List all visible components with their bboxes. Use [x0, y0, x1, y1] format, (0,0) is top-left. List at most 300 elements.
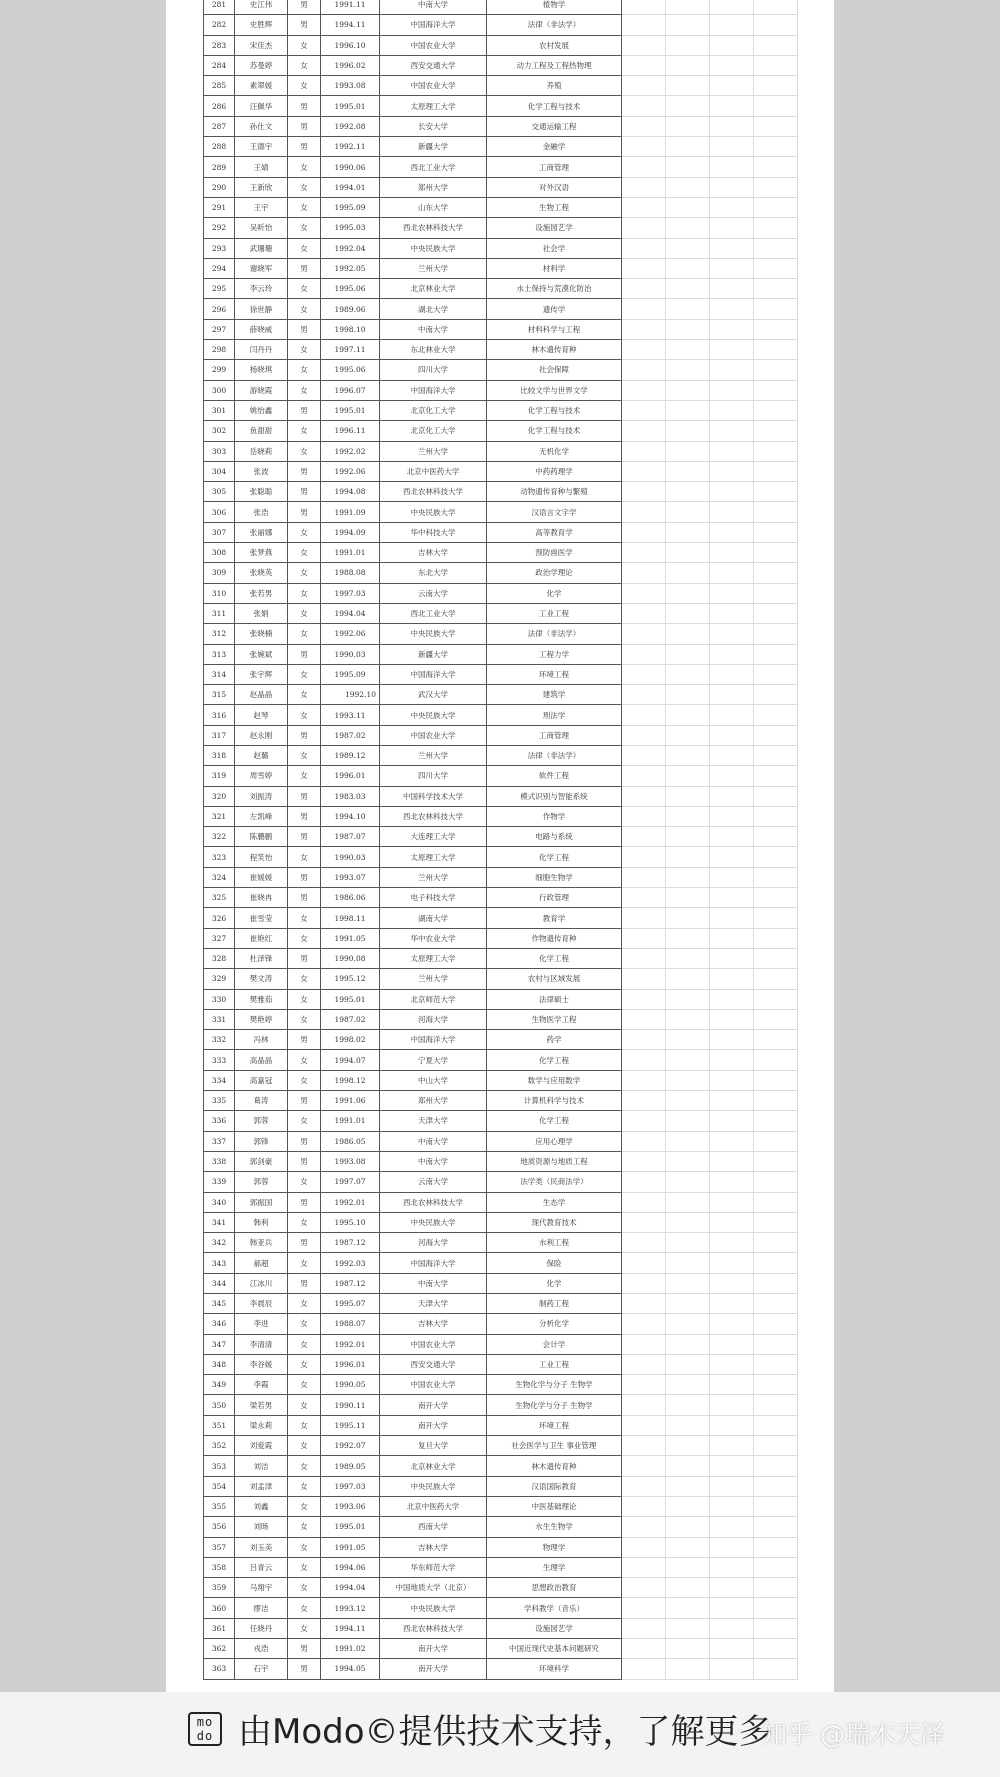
- table-cell: 350: [204, 1395, 235, 1415]
- empty-cell: [622, 1030, 666, 1050]
- table-cell: 中央民族大学: [380, 624, 487, 644]
- empty-cell: [622, 644, 666, 664]
- empty-cell: [666, 989, 710, 1009]
- empty-cell: [622, 279, 666, 299]
- empty-cell: [622, 340, 666, 360]
- table-cell: 1995.03: [321, 218, 380, 238]
- table-cell: 女: [288, 522, 321, 542]
- table-cell: 赵晶晶: [235, 685, 288, 705]
- table-cell: 1990.05: [321, 1375, 380, 1395]
- table-cell: 1987.12: [321, 1273, 380, 1293]
- empty-cell: [754, 319, 798, 339]
- table-cell: 中南大学: [380, 1131, 487, 1151]
- table-cell: 331: [204, 1009, 235, 1029]
- table-cell: 工商管理: [487, 157, 622, 177]
- table-cell: 宋佳杰: [235, 35, 288, 55]
- table-cell: 1990.03: [321, 644, 380, 664]
- table-row: [204, 827, 798, 847]
- empty-cell: [666, 908, 710, 928]
- table-row: [204, 96, 798, 116]
- empty-cell: [710, 218, 754, 238]
- empty-cell: [622, 1354, 666, 1374]
- table-cell: 男: [288, 502, 321, 522]
- empty-cell: [754, 421, 798, 441]
- table-cell: 西北工业大学: [380, 603, 487, 623]
- empty-cell: [754, 1192, 798, 1212]
- table-cell: 工业工程: [487, 1354, 622, 1374]
- table-cell: 1993.12: [321, 1598, 380, 1618]
- table-cell: 应用心理学: [487, 1131, 622, 1151]
- table-cell: 女: [288, 1618, 321, 1638]
- table-cell: 湖北大学: [380, 299, 487, 319]
- table-row: [204, 563, 798, 583]
- table-row: [204, 1537, 798, 1557]
- table-cell: 306: [204, 502, 235, 522]
- table-cell: 304: [204, 461, 235, 481]
- table-cell: 王德宇: [235, 137, 288, 157]
- table-cell: 天津大学: [380, 1111, 487, 1131]
- table-cell: 社会保障: [487, 360, 622, 380]
- empty-cell: [622, 928, 666, 948]
- table-row: [204, 1496, 798, 1516]
- empty-cell: [622, 1659, 666, 1679]
- table-cell: 环境工程: [487, 664, 622, 684]
- empty-cell: [622, 380, 666, 400]
- empty-cell: [622, 55, 666, 75]
- table-cell: 西北农林科技大学: [380, 1618, 487, 1638]
- table-cell: 男: [288, 1273, 321, 1293]
- empty-cell: [710, 0, 754, 15]
- empty-cell: [754, 1030, 798, 1050]
- table-cell: 王婧: [235, 157, 288, 177]
- table-cell: 化学工程与技术: [487, 421, 622, 441]
- empty-cell: [754, 35, 798, 55]
- watermark: 知乎 @瑞木天泽: [762, 1720, 945, 1749]
- table-cell: 葛涛: [235, 1091, 288, 1111]
- table-cell: 女: [288, 1111, 321, 1131]
- empty-cell: [666, 137, 710, 157]
- empty-cell: [710, 400, 754, 420]
- table-cell: 云南大学: [380, 583, 487, 603]
- table-cell: 中国农业大学: [380, 725, 487, 745]
- table-cell: 宁夏大学: [380, 1050, 487, 1070]
- table-cell: 男: [288, 1639, 321, 1659]
- table-cell: 1997.07: [321, 1172, 380, 1192]
- empty-cell: [710, 441, 754, 461]
- empty-cell: [710, 1618, 754, 1638]
- empty-cell: [710, 583, 754, 603]
- empty-cell: [710, 502, 754, 522]
- table-row: [204, 1557, 798, 1577]
- table-cell: 电路与系统: [487, 827, 622, 847]
- empty-cell: [754, 1557, 798, 1577]
- table-cell: 1995.12: [321, 969, 380, 989]
- empty-cell: [622, 1314, 666, 1334]
- table-cell: 武汉大学: [380, 685, 487, 705]
- empty-cell: [622, 908, 666, 928]
- table-cell: 张宇辉: [235, 664, 288, 684]
- table-cell: 1989.05: [321, 1456, 380, 1476]
- empty-cell: [622, 705, 666, 725]
- empty-cell: [754, 1172, 798, 1192]
- table-row: [204, 55, 798, 75]
- empty-cell: [754, 157, 798, 177]
- table-cell: 1990.08: [321, 948, 380, 968]
- table-cell: 361: [204, 1618, 235, 1638]
- table-cell: 北京师范大学: [380, 989, 487, 1009]
- table-cell: 地质资源与地质工程: [487, 1151, 622, 1171]
- table-cell: 中央民族大学: [380, 1598, 487, 1618]
- table-cell: 1995.09: [321, 664, 380, 684]
- table-cell: 1995.06: [321, 360, 380, 380]
- empty-cell: [666, 1314, 710, 1334]
- table-cell: 288: [204, 137, 235, 157]
- table-row: [204, 1009, 798, 1029]
- table-cell: 348: [204, 1354, 235, 1374]
- empty-cell: [710, 745, 754, 765]
- table-cell: 陈鹏鹏: [235, 827, 288, 847]
- empty-cell: [710, 1273, 754, 1293]
- empty-cell: [754, 1253, 798, 1273]
- table-cell: 北京化工大学: [380, 400, 487, 420]
- empty-cell: [666, 340, 710, 360]
- empty-cell: [622, 441, 666, 461]
- table-cell: 左凯峰: [235, 806, 288, 826]
- table-cell: 张丽娜: [235, 522, 288, 542]
- table-cell: 336: [204, 1111, 235, 1131]
- table-cell: 1987.12: [321, 1233, 380, 1253]
- empty-cell: [754, 137, 798, 157]
- table-cell: 高嘉冠: [235, 1070, 288, 1090]
- table-cell: 女: [288, 238, 321, 258]
- table-cell: 344: [204, 1273, 235, 1293]
- table-cell: 1992.10: [321, 685, 380, 705]
- table-cell: 郭振国: [235, 1192, 288, 1212]
- table-cell: 中国农业大学: [380, 1334, 487, 1354]
- table-cell: 1992.04: [321, 238, 380, 258]
- empty-cell: [666, 177, 710, 197]
- table-cell: 四川大学: [380, 360, 487, 380]
- empty-cell: [754, 522, 798, 542]
- table-cell: 女: [288, 928, 321, 948]
- table-cell: 程笑怡: [235, 847, 288, 867]
- table-cell: 1994.10: [321, 806, 380, 826]
- empty-cell: [622, 1091, 666, 1111]
- empty-cell: [666, 1233, 710, 1253]
- modo-logo-icon: mo do: [188, 1712, 222, 1746]
- table-cell: 生物医学工程: [487, 1009, 622, 1029]
- empty-cell: [666, 1172, 710, 1192]
- empty-cell: [666, 1030, 710, 1050]
- table-row: [204, 1314, 798, 1334]
- table-row: [204, 969, 798, 989]
- table-cell: 287: [204, 116, 235, 136]
- table-cell: 1995.10: [321, 1212, 380, 1232]
- table-cell: 兰州大学: [380, 258, 487, 278]
- table-cell: 农村发展: [487, 35, 622, 55]
- table-cell: 化学工程: [487, 1111, 622, 1131]
- empty-cell: [710, 15, 754, 35]
- table-cell: 林木遗传育种: [487, 1456, 622, 1476]
- table-cell: 325: [204, 888, 235, 908]
- empty-cell: [710, 96, 754, 116]
- table-cell: 1992.11: [321, 137, 380, 157]
- table-cell: 教育学: [487, 908, 622, 928]
- table-cell: 遗传学: [487, 299, 622, 319]
- table-row: [204, 137, 798, 157]
- table-cell: 296: [204, 299, 235, 319]
- footer-bar[interactable]: [0, 1692, 1000, 1777]
- table-cell: 崔晓冉: [235, 888, 288, 908]
- table-cell: 男: [288, 644, 321, 664]
- table-row: [204, 766, 798, 786]
- table-cell: 保险: [487, 1253, 622, 1273]
- table-cell: 347: [204, 1334, 235, 1354]
- table-cell: 刘旸: [235, 1517, 288, 1537]
- table-cell: 化学工程: [487, 1050, 622, 1070]
- empty-cell: [710, 989, 754, 1009]
- table-cell: 1998.12: [321, 1070, 380, 1090]
- table-cell: 309: [204, 563, 235, 583]
- table-cell: 徐世静: [235, 299, 288, 319]
- empty-cell: [754, 218, 798, 238]
- table-cell: 1992.02: [321, 441, 380, 461]
- empty-cell: [622, 15, 666, 35]
- table-cell: 女: [288, 745, 321, 765]
- table-cell: 1991.01: [321, 543, 380, 563]
- empty-cell: [754, 1659, 798, 1679]
- empty-cell: [622, 664, 666, 684]
- empty-cell: [666, 258, 710, 278]
- table-cell: 西北农林科技大学: [380, 1192, 487, 1212]
- empty-cell: [622, 1070, 666, 1090]
- empty-cell: [710, 1537, 754, 1557]
- table-cell: 李霞: [235, 1375, 288, 1395]
- empty-cell: [622, 400, 666, 420]
- table-cell: 351: [204, 1415, 235, 1435]
- table-cell: 姚怡鑫: [235, 400, 288, 420]
- table-row: [204, 1456, 798, 1476]
- table-cell: 女: [288, 157, 321, 177]
- table-cell: 太原理工大学: [380, 948, 487, 968]
- table-cell: 西北农林科技大学: [380, 806, 487, 826]
- table-cell: 男: [288, 116, 321, 136]
- empty-cell: [622, 1212, 666, 1232]
- table-cell: 女: [288, 766, 321, 786]
- table-cell: 1991.06: [321, 1091, 380, 1111]
- table-cell: 女: [288, 1172, 321, 1192]
- empty-cell: [754, 1212, 798, 1232]
- table-cell: 1993.07: [321, 867, 380, 887]
- table-cell: 342: [204, 1233, 235, 1253]
- empty-cell: [754, 888, 798, 908]
- table-cell: 1995.01: [321, 989, 380, 1009]
- table-cell: 女: [288, 35, 321, 55]
- table-cell: 男: [288, 319, 321, 339]
- empty-cell: [754, 360, 798, 380]
- table-cell: 李进: [235, 1314, 288, 1334]
- table-cell: 1994.04: [321, 603, 380, 623]
- table-cell: 女: [288, 1294, 321, 1314]
- table-cell: 中国农业大学: [380, 35, 487, 55]
- table-cell: 338: [204, 1151, 235, 1171]
- table-cell: 291: [204, 197, 235, 217]
- table-cell: 1992.05: [321, 258, 380, 278]
- table-cell: 西北农林科技大学: [380, 218, 487, 238]
- table-cell: 樊雅茹: [235, 989, 288, 1009]
- table-cell: 1994.11: [321, 1618, 380, 1638]
- table-row: [204, 1212, 798, 1232]
- empty-cell: [666, 299, 710, 319]
- table-cell: 李晨辰: [235, 1294, 288, 1314]
- table-cell: 中山大学: [380, 1070, 487, 1090]
- table-cell: 化学: [487, 1273, 622, 1293]
- table-cell: 缪洁: [235, 1598, 288, 1618]
- table-cell: 崔媛媛: [235, 867, 288, 887]
- table-cell: 模式识别与智能系统: [487, 786, 622, 806]
- table-cell: 作物学: [487, 806, 622, 826]
- empty-cell: [622, 1009, 666, 1029]
- empty-cell: [710, 1375, 754, 1395]
- table-cell: 数学与应用数学: [487, 1070, 622, 1090]
- table-row: [204, 583, 798, 603]
- table-cell: 薛晓威: [235, 319, 288, 339]
- table-cell: 吕青云: [235, 1557, 288, 1577]
- empty-cell: [710, 1456, 754, 1476]
- table-cell: 290: [204, 177, 235, 197]
- table-cell: 张聪聪: [235, 482, 288, 502]
- table-cell: 女: [288, 563, 321, 583]
- table-cell: 现代教育技术: [487, 1212, 622, 1232]
- empty-cell: [754, 400, 798, 420]
- empty-cell: [622, 1557, 666, 1577]
- table-cell: 王新欣: [235, 177, 288, 197]
- table-cell: 工商管理: [487, 725, 622, 745]
- table-cell: 1989.12: [321, 745, 380, 765]
- empty-cell: [710, 1436, 754, 1456]
- table-cell: 中央民族大学: [380, 1212, 487, 1232]
- table-cell: 355: [204, 1496, 235, 1516]
- table-cell: 太原理工大学: [380, 847, 487, 867]
- table-row: [204, 218, 798, 238]
- table-cell: 男: [288, 1233, 321, 1253]
- table-cell: 梁若男: [235, 1395, 288, 1415]
- table-cell: 中医基础理论: [487, 1496, 622, 1516]
- table-cell: 317: [204, 725, 235, 745]
- table-cell: 化学: [487, 583, 622, 603]
- table-row: [204, 948, 798, 968]
- table-cell: 322: [204, 827, 235, 847]
- empty-cell: [622, 360, 666, 380]
- table-row: [204, 1354, 798, 1374]
- empty-cell: [710, 543, 754, 563]
- table-cell: 男: [288, 786, 321, 806]
- empty-cell: [710, 380, 754, 400]
- table-cell: 新疆大学: [380, 137, 487, 157]
- table-row: [204, 482, 798, 502]
- empty-cell: [622, 583, 666, 603]
- table-cell: 1990.03: [321, 847, 380, 867]
- table-cell: 中国农业大学: [380, 76, 487, 96]
- table-cell: 赵琴: [235, 705, 288, 725]
- empty-cell: [754, 1537, 798, 1557]
- table-cell: 中央民族大学: [380, 502, 487, 522]
- empty-cell: [666, 786, 710, 806]
- table-cell: 天津大学: [380, 1294, 487, 1314]
- table-cell: 318: [204, 745, 235, 765]
- empty-cell: [622, 1496, 666, 1516]
- empty-cell: [666, 1476, 710, 1496]
- empty-cell: [710, 969, 754, 989]
- table-cell: 女: [288, 1415, 321, 1435]
- empty-cell: [754, 1639, 798, 1659]
- empty-cell: [666, 238, 710, 258]
- table-cell: 340: [204, 1192, 235, 1212]
- table-cell: 女: [288, 1537, 321, 1557]
- footer-promo-text[interactable]: 由Modo©提供技术支持，了解更多: [238, 1712, 773, 1752]
- empty-cell: [710, 238, 754, 258]
- table-cell: 294: [204, 258, 235, 278]
- table-cell: 363: [204, 1659, 235, 1679]
- empty-cell: [710, 563, 754, 583]
- table-cell: 生理学: [487, 1557, 622, 1577]
- empty-cell: [666, 482, 710, 502]
- empty-cell: [710, 522, 754, 542]
- table-cell: 云南大学: [380, 1172, 487, 1192]
- table-cell: 女: [288, 1253, 321, 1273]
- empty-cell: [754, 258, 798, 278]
- empty-cell: [666, 279, 710, 299]
- table-cell: 化学工程: [487, 847, 622, 867]
- table-cell: 岳晓莉: [235, 441, 288, 461]
- table-cell: 女: [288, 1314, 321, 1334]
- empty-cell: [622, 1050, 666, 1070]
- empty-cell: [622, 847, 666, 867]
- table-cell: 男: [288, 948, 321, 968]
- table-cell: 329: [204, 969, 235, 989]
- table-cell: 软件工程: [487, 766, 622, 786]
- empty-cell: [622, 319, 666, 339]
- empty-cell: [622, 76, 666, 96]
- empty-cell: [710, 908, 754, 928]
- table-cell: 山东大学: [380, 197, 487, 217]
- table-cell: 社会医学与卫生 事业管理: [487, 1436, 622, 1456]
- empty-cell: [710, 1151, 754, 1171]
- empty-cell: [666, 928, 710, 948]
- table-row: [204, 1070, 798, 1090]
- empty-cell: [622, 522, 666, 542]
- empty-cell: [710, 157, 754, 177]
- empty-cell: [754, 1070, 798, 1090]
- table-cell: 1996.07: [321, 380, 380, 400]
- table-cell: 女: [288, 197, 321, 217]
- table-row: [204, 319, 798, 339]
- empty-cell: [710, 1395, 754, 1415]
- empty-cell: [622, 502, 666, 522]
- table-row: [204, 1659, 798, 1679]
- table-cell: 分析化学: [487, 1314, 622, 1334]
- table-cell: 王宇: [235, 197, 288, 217]
- table-cell: 282: [204, 15, 235, 35]
- empty-cell: [666, 644, 710, 664]
- empty-cell: [754, 1517, 798, 1537]
- table-cell: 中南大学: [380, 0, 487, 15]
- table-cell: 高等教育学: [487, 522, 622, 542]
- empty-cell: [622, 1273, 666, 1293]
- table-cell: 307: [204, 522, 235, 542]
- empty-cell: [666, 766, 710, 786]
- table-cell: 工业工程: [487, 603, 622, 623]
